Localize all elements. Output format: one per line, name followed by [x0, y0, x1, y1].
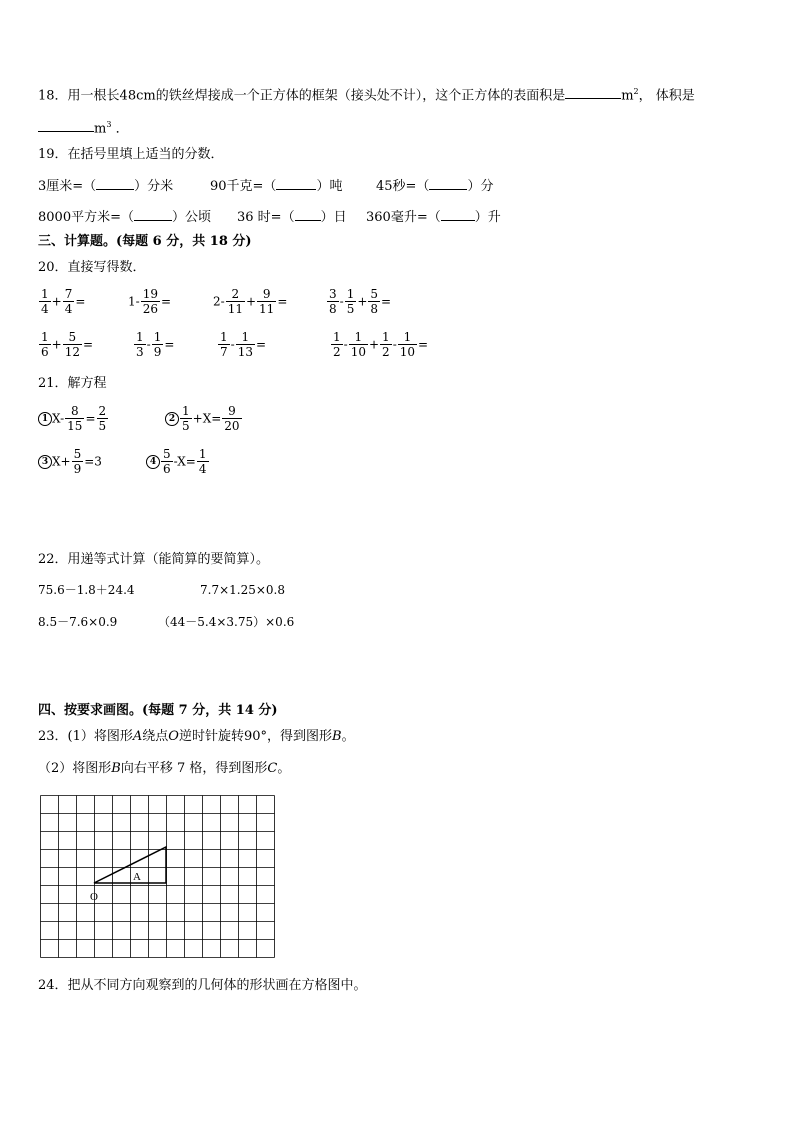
q21-eq4: 4 $\frac{5}{6}$ -X= $\frac{1}{4}$ — [146, 446, 210, 477]
q20-expr5: $\frac{1}{6}$ + $\frac{5}{12}$ = — [41, 330, 94, 359]
section4-heading: 四、按要求画图。(每题 7 分，共 14 分) — [38, 703, 278, 718]
q21-title: 21．解方程 — [38, 376, 107, 391]
q22-item3: 8.5－7.6×0.9 — [38, 615, 118, 629]
fraction: $\frac{3}{8}$ — [329, 287, 337, 316]
fraction: $\frac{1}{3}$ — [136, 330, 144, 359]
fraction: $\frac{1}{4}$ — [41, 287, 49, 316]
q19-row1-item3: 45秒=（ ）分 — [376, 176, 493, 196]
fraction: $\frac{1}{6}$ — [41, 330, 49, 359]
q19-row2-item3: 360毫升=（ ）升 — [366, 207, 501, 227]
q19-title: 19．在括号里填上适当的分数． — [38, 147, 224, 162]
fraction: $\frac{2}{5}$ — [98, 404, 107, 433]
fraction: $\frac{5}{9}$ — [73, 447, 82, 476]
circled-number: 4 — [146, 455, 160, 469]
q18-text: 18．用一根长48cm的铁丝焊接成一个正方体的框架（接头处不计），这个正方体的表面积是 — [38, 88, 566, 104]
q22-item1: 75.6－1.8＋24.4 — [38, 583, 135, 597]
fraction: $\frac{5}{8}$ — [370, 287, 379, 316]
grid-lines — [41, 796, 275, 958]
fraction: $\frac{1}{5}$ — [346, 287, 355, 316]
q19-blank[interactable] — [441, 207, 475, 221]
fraction: $\frac{1}{2}$ — [333, 330, 341, 359]
q22-item2: 7.7×1.25×0.8 — [200, 583, 285, 597]
q18-line1 — [38, 83, 695, 105]
fraction: $\frac{1}{13}$ — [237, 330, 253, 359]
fraction: $\frac{19}{26}$ — [142, 287, 158, 316]
q19-blank[interactable] — [96, 176, 134, 190]
circled-number: 2 — [165, 412, 179, 426]
fraction: $\frac{1}{5}$ — [182, 404, 190, 433]
q21-eq3: 3 X+ $\frac{5}{9}$ =3 — [38, 446, 102, 477]
fraction: $\frac{7}{4}$ — [64, 287, 73, 316]
fraction: $\frac{9}{11}$ — [259, 287, 275, 316]
q22-item4: （44－5.4×3.75）×0.6 — [158, 615, 295, 629]
q19-row1-item2: 90千克=（ ）吨 — [210, 176, 342, 196]
fraction: $\frac{1}{9}$ — [153, 330, 162, 359]
fraction: $\frac{9}{20}$ — [224, 404, 240, 433]
fraction: $\frac{1}{2}$ — [382, 330, 390, 359]
fraction: $\frac{1}{10}$ — [399, 330, 416, 359]
q18-sup2: 3 — [106, 120, 112, 129]
q19-row2-item2: 36 时=（ ）日 — [237, 207, 347, 227]
fraction: $\frac{8}{15}$ — [67, 404, 83, 433]
q18-after1: ， 体积是 — [638, 88, 695, 104]
q18-unit2: m — [94, 121, 107, 137]
q20-expr7: $\frac{1}{7}$ - $\frac{1}{13}$ = — [220, 330, 267, 359]
label-a: A — [133, 871, 141, 883]
fraction: $\frac{5}{6}$ — [163, 447, 171, 476]
triangle-a — [94, 847, 166, 883]
q18-end: ． — [115, 121, 129, 137]
q18-area-blank[interactable] — [565, 85, 621, 99]
q19-blank[interactable] — [429, 176, 467, 190]
label-o: O — [90, 891, 98, 903]
q19-blank[interactable] — [295, 207, 321, 221]
q20-expr6: $\frac{1}{3}$ - $\frac{1}{9}$ = — [136, 330, 175, 359]
q19-row2-item1: 8000平方米=（ ）公顷 — [38, 207, 211, 227]
q18-line2 — [38, 116, 129, 138]
fraction: $\frac{2}{11}$ — [227, 287, 243, 316]
fraction: $\frac{1}{7}$ — [220, 330, 228, 359]
q18-sup1: 2 — [633, 87, 639, 96]
q20-expr8: $\frac{1}{2}$ - $\frac{1}{10}$ + $\frac{1}{2}$ - $\frac{1}{10}$ = — [333, 330, 429, 359]
fraction: $\frac{1}{10}$ — [350, 330, 366, 359]
section3-heading: 三、计算题。(每题 6 分，共 18 分) — [38, 234, 252, 249]
q24-text: 24．把从不同方向观察到的几何体的形状画在方格图中。 — [38, 978, 367, 993]
q21-eq1: 1 X- $\frac{8}{15}$ = $\frac{2}{5}$ — [38, 403, 109, 434]
q18-unit1: m — [621, 88, 634, 104]
q23-line2: （2）将图形B向右平移 7 格，得到图形C。 — [38, 761, 291, 776]
q23-line1: 23．(1）将图形A绕点O逆时针旋转90°，得到图形B。 — [38, 729, 355, 744]
q19-blank[interactable] — [276, 176, 316, 190]
grid-diagram[interactable] — [40, 795, 276, 959]
q20-expr4: $\frac{3}{8}$ - $\frac{1}{5}$ + $\frac{5}{8}$ = — [329, 287, 392, 316]
q20-expr3: 2- $\frac{2}{11}$ + $\frac{9}{11}$ = — [213, 287, 288, 316]
q20-expr1: $\frac{1}{4}$ + $\frac{7}{4}$ = — [41, 287, 86, 316]
fraction: $\frac{1}{4}$ — [198, 447, 207, 476]
q19-row1-item1: 3厘米=（ ）分米 — [38, 176, 173, 196]
q18-volume-blank[interactable] — [38, 118, 94, 132]
q20-expr2: 1- $\frac{19}{26}$ = — [128, 287, 172, 316]
q19-blank[interactable] — [134, 207, 172, 221]
q22-title: 22．用递等式计算（能简算的要简算）。 — [38, 552, 270, 567]
q20-title: 20．直接写得数． — [38, 260, 146, 275]
circled-number: 1 — [38, 412, 52, 426]
q21-eq2: 2 $\frac{1}{5}$ +X= $\frac{9}{20}$ — [165, 403, 243, 434]
q23-grid[interactable] — [40, 795, 276, 963]
circled-number: 3 — [38, 455, 52, 469]
fraction: $\frac{5}{12}$ — [64, 330, 80, 359]
